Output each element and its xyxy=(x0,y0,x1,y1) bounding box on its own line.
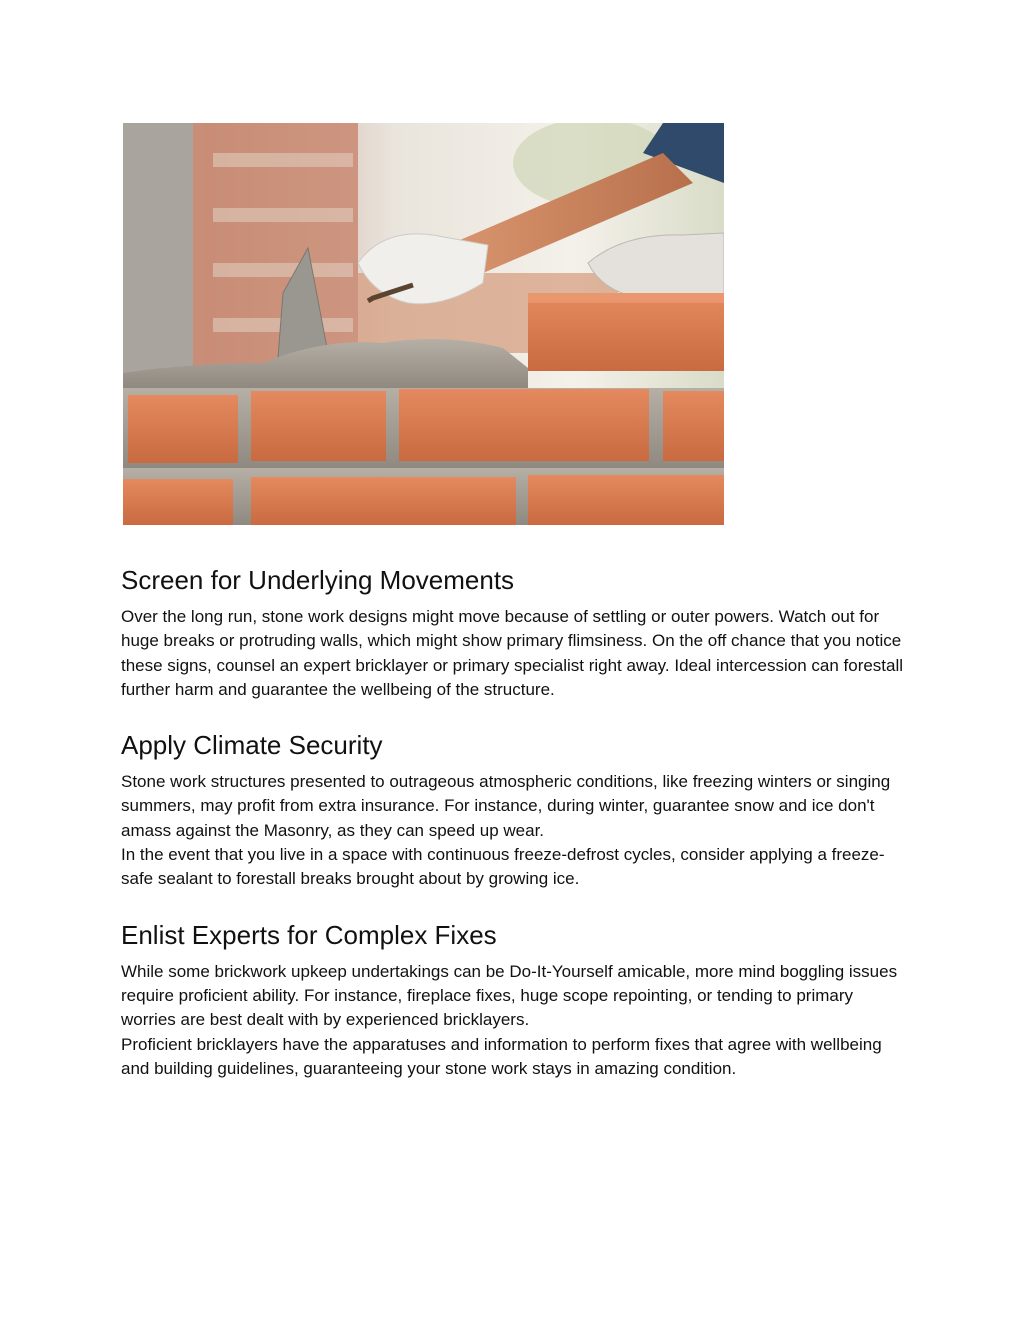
section-paragraph: In the event that you live in a space with continuous freeze-defrost cycles, consider applying a freeze-safe sealant to forestall breaks brought about by growing ice. xyxy=(121,845,885,889)
section-enlist-experts xyxy=(121,918,911,1081)
section-climate-security xyxy=(121,728,911,891)
section-paragraph: While some brickwork upkeep undertakings can be Do-It-Yourself amicable, more mind boggling issues require proficient ability. For instance, fireplace fixes, huge scope repointing, or tending to primary worries are best dealt with by experienced bricklayers. xyxy=(121,961,898,1030)
section-paragraph: Proficient bricklayers have the apparatuses and information to perform fixes that agree with wellbeing and building guidelines, guaranteeing your stone work stays in amazing condition. xyxy=(121,1034,882,1078)
section-heading: Screen for Underlying Movements xyxy=(121,565,515,595)
section-heading: Apply Climate Security xyxy=(121,730,383,761)
bricklaying-photo xyxy=(123,123,724,525)
section-paragraph: Stone work structures presented to outrageous atmospheric conditions, like freezing winters or singing summers, may profit from extra insurance. For instance, during winter, guarantee snow and ice don't amass against the Masonry, as they can speed up wear. xyxy=(121,772,891,840)
section-underlying-movements xyxy=(121,563,911,702)
section-paragraph: Over the long run, stone work designs might move because of settling or outer powers. Watch out for huge breaks or protruding walls, which might show primary flimsiness. On the off chance that you notice these signs, counsel an expert bricklayer or primary specialist right away. Ideal intercession can forestall further harm and guarantee the wellbeing of the structure. xyxy=(121,607,904,699)
article-body xyxy=(121,563,911,1107)
section-heading: Enlist Experts for Complex Fixes xyxy=(121,919,497,950)
brick-wall-laying-icon xyxy=(123,123,724,525)
